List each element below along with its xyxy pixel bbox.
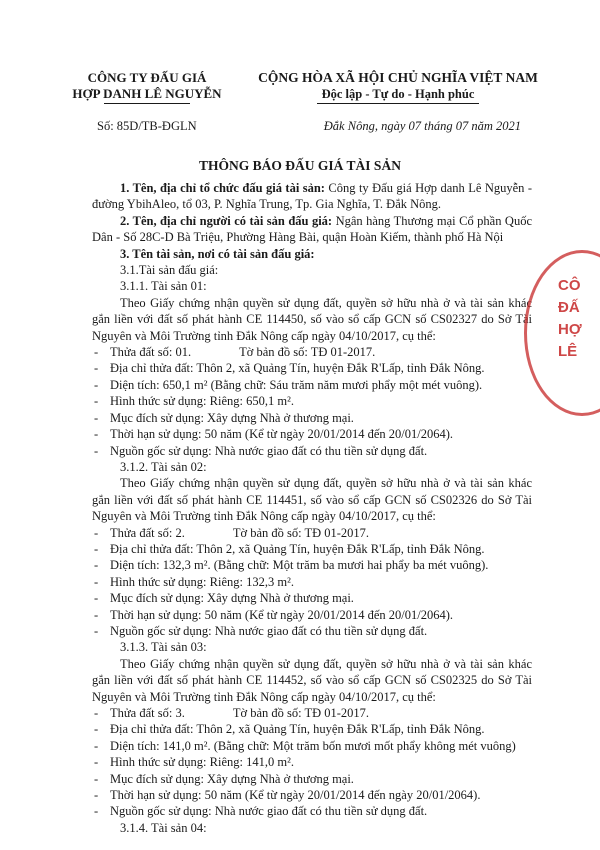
asset-term: - Thời hạn sử dụng: 50 năm (Kể từ ngày 20/01/2014 đến 20/01/2064).	[92, 607, 532, 623]
place-date: Đắk Nông, ngày 07 tháng 07 năm 2021	[323, 119, 521, 133]
section-2-label: 2. Tên, địa chỉ người có tài sản đấu giá:	[120, 213, 333, 228]
asset-usage-form: - Hình thức sử dụng: Riêng: 650,1 m².	[92, 393, 532, 409]
asset-purpose: - Mục đích sử dụng: Xây dựng Nhà ở thương mại.	[92, 771, 532, 787]
org-name-line1: CÔNG TY ĐẤU GIÁ	[87, 70, 207, 85]
asset-origin: - Nguồn gốc sử dụng: Nhà nước giao đất có thu tiền sử dụng đất.	[92, 623, 532, 639]
asset-usage-form: - Hình thức sử dụng: Riêng: 132,3 m².	[92, 574, 532, 590]
asset-address: - Địa chỉ thửa đất: Thôn 2, xã Quảng Tín, huyện Đắk R'Lấp, tỉnh Đắk Nông.	[92, 360, 532, 376]
organization-block	[62, 70, 232, 104]
asset-address: - Địa chỉ thửa đất: Thôn 2, xã Quảng Tín, huyện Đắk R'Lấp, tỉnh Đắk Nông.	[92, 721, 532, 737]
asset-heading-next: 3.1.4. Tài sản 04:	[120, 820, 207, 835]
document-body	[92, 180, 532, 836]
republic-block	[228, 70, 568, 104]
asset-parcel: Thửa đất số: 3.	[110, 706, 185, 720]
section-1	[92, 180, 532, 213]
asset-term: - Thời hạn sử dụng: 50 năm (Kể từ ngày 20/01/2014 đến ngày 20/01/2064).	[92, 787, 532, 803]
republic-name: CỘNG HÒA XÃ HỘI CHỦ NGHĨA VIỆT NAM	[258, 70, 538, 85]
section-3-1: 3.1.Tài sản đấu giá:	[120, 263, 219, 278]
asset-intro: Theo Giấy chứng nhận quyền sử dụng đất, quyền sở hữu nhà ở và tài sản khác gắn liền với đất số phát hành CE 114451, số vào sổ cấp GCN số CS02326 do Sở Tài Nguyên và Môi Trường tỉnh Đắk Nông cấp ngày 04/10/2017, cụ thể:	[92, 476, 532, 524]
asset-intro: Theo Giấy chứng nhận quyền sử dụng đất, quyền sở hữu nhà ở và tài sản khác gắn liền với đất số phát hành CE 114452, số vào sổ cấp GCN số CS02325 do Sở Tài Nguyên và Môi Trường tỉnh Đắk Nông cấp ngày 04/10/2017, cụ thể:	[92, 656, 532, 704]
asset-heading: 3.1.1. Tài sản 01:	[120, 279, 207, 294]
asset-term: - Thời hạn sử dụng: 50 năm (Kể từ ngày 20/01/2014 đến 20/01/2064).	[92, 426, 532, 442]
asset-area: - Diện tích: 650,1 m² (Bằng chữ: Sáu trăm năm mươi phẩy một mét vuông).	[92, 377, 532, 393]
org-name-line2: HỢP DANH LÊ NGUYỄN	[72, 86, 222, 101]
asset-map-sheet: Tờ bản đồ số: TĐ 01-2017.	[239, 345, 376, 360]
asset-map-sheet: Tờ bản đồ số: TĐ 01-2017.	[232, 525, 370, 540]
asset-address: - Địa chỉ thửa đất: Thôn 2, xã Quảng Tín, huyện Đắk R'Lấp, tỉnh Đắk Nông.	[92, 541, 532, 557]
republic-motto: Độc lập - Tự do - Hạnh phúc	[321, 87, 475, 101]
document-number: Số: 85D/TB-ĐGLN	[97, 119, 197, 133]
asset-intro: Theo Giấy chứng nhận quyền sử dụng đất, quyền sở hữu nhà ở và tài sản khác gắn liền với đất số phát hành CE 114450, số vào sổ cấp GCN số CS02327 do Sở Tài Nguyên và Môi Trường tỉnh Đắk Nông cấp ngày 04/10/2017, cụ thể:	[92, 295, 532, 343]
asset-purpose: - Mục đích sử dụng: Xây dựng Nhà ở thương mại.	[92, 590, 532, 606]
asset-origin: - Nguồn gốc sử dụng: Nhà nước giao đất có thu tiền sử dụng đất.	[92, 803, 532, 819]
section-1-label: 1. Tên, địa chỉ tổ chức đấu giá tài sản:	[120, 181, 325, 195]
section-2-text: Ngân hàng Thương mại Cổ phần Quốc Dân - Số 28C-D Bà Triệu, Phường Hàng Bài, quận Hoàn Kiếm, thành phố Hà Nội	[92, 213, 532, 245]
asset-parcel-row	[92, 705, 532, 721]
asset-parcel: Thửa đất số: 2.	[110, 525, 185, 540]
section-3-label: 3. Tên tài sản, nơi có tài sản đấu giá:	[120, 246, 315, 261]
section-2	[92, 213, 532, 246]
asset-origin: - Nguồn gốc sử dụng: Nhà nước giao đất có thu tiền sử dụng đất.	[92, 443, 532, 459]
section-1-text: Công ty Đấu giá Hợp danh Lê Nguyễn - đường YbihAleo, tổ 03, P. Nghĩa Trung, Tp. Gia Nghĩa, T. Đắk Nông.	[92, 181, 533, 212]
asset-parcel-row	[92, 344, 532, 360]
asset-parcel-row	[92, 525, 532, 541]
document-title: THÔNG BÁO ĐẤU GIÁ TÀI SẢN	[199, 158, 401, 173]
org-underline	[104, 103, 190, 104]
asset-map-sheet: Tờ bản đồ số: TĐ 01-2017.	[232, 706, 370, 720]
asset-area: - Diện tích: 141,0 m². (Bằng chữ: Một trăm bốn mươi mốt phẩy không mét vuông)	[92, 738, 532, 754]
asset-purpose: - Mục đích sử dụng: Xây dựng Nhà ở thương mại.	[92, 410, 532, 426]
asset-usage-form: - Hình thức sử dụng: Riêng: 141,0 m².	[92, 754, 532, 770]
asset-parcel: Thửa đất số: 01.	[110, 345, 192, 360]
motto-underline	[317, 103, 479, 104]
asset-heading: 3.1.3. Tài sản 03:	[120, 640, 207, 655]
company-stamp-text: CÔ ĐẤ HỢ LÊ	[558, 277, 582, 360]
asset-area: - Diện tích: 132,3 m². (Bằng chữ: Một trăm ba mươi hai phẩy ba mét vuông).	[92, 557, 532, 573]
asset-heading: 3.1.2. Tài sản 02:	[120, 459, 207, 474]
